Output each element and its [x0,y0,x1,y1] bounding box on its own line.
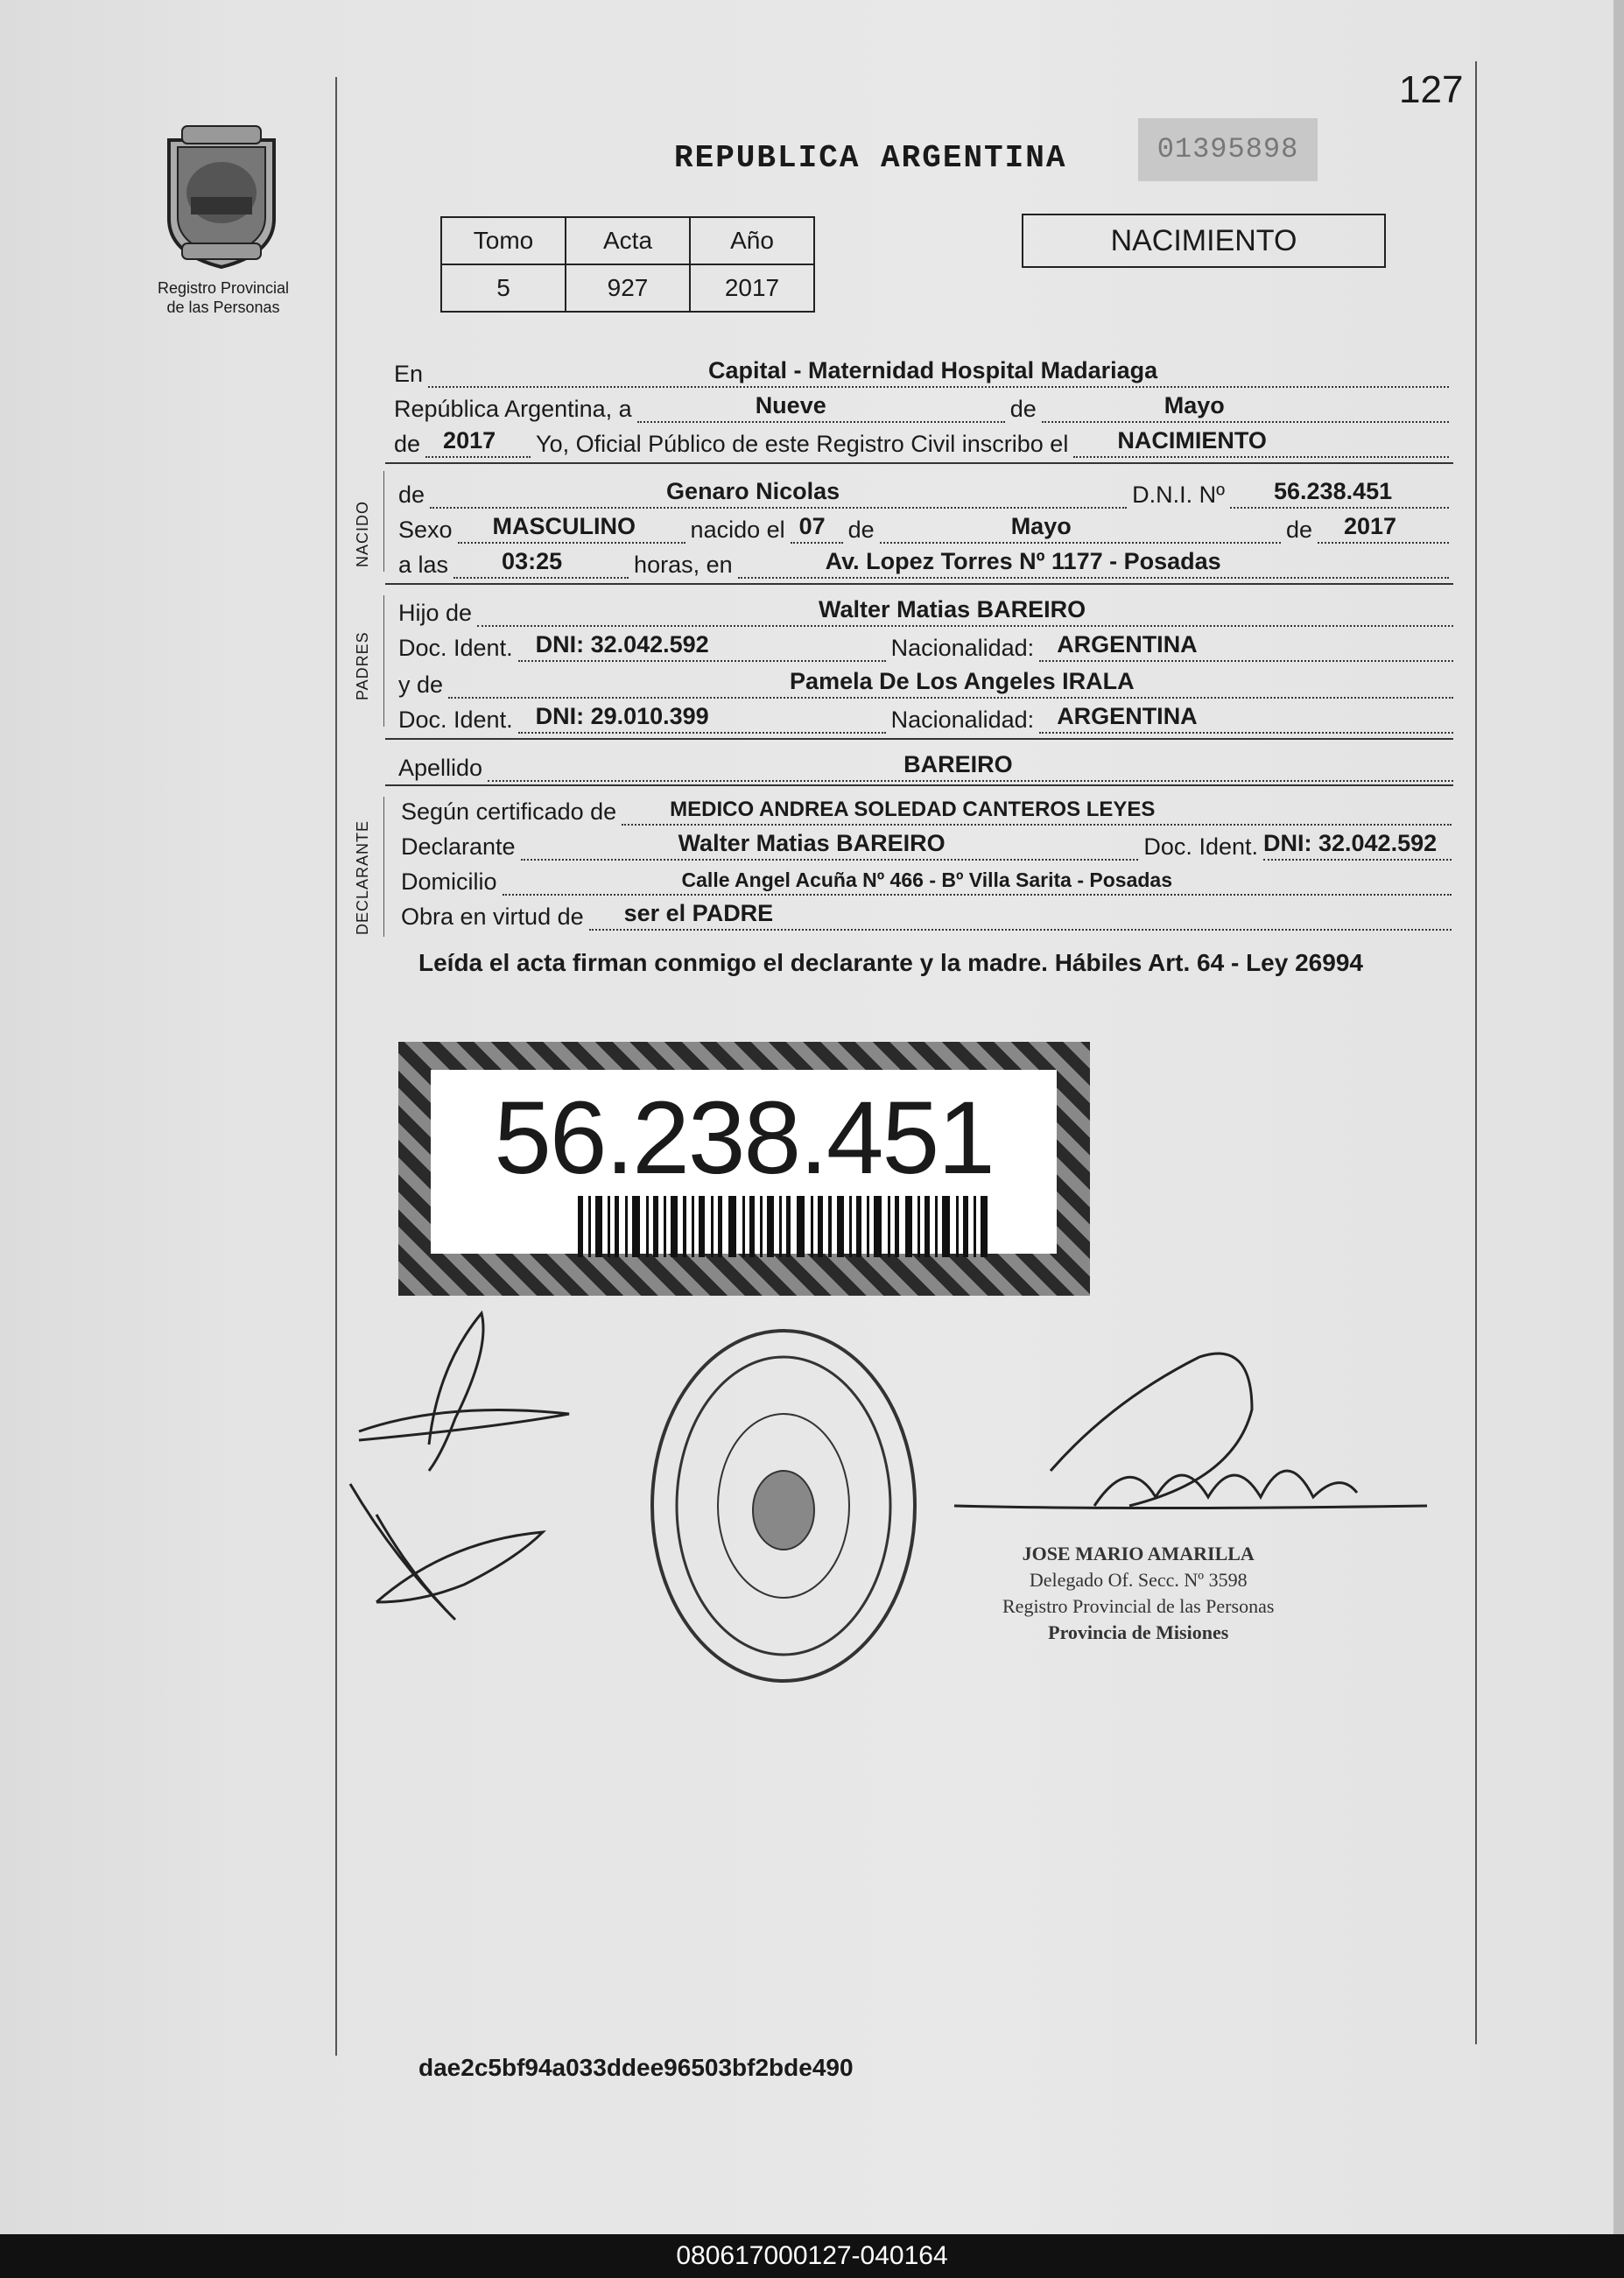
label-declarante: Declarante [401,833,516,860]
dni-sticker-label [431,1070,1057,1254]
row-date [394,392,1449,423]
fill-birth-day [791,513,843,544]
fill-father [477,596,1453,627]
fill-father-nat [1039,631,1453,662]
section-bracket-padres [383,595,384,727]
fill-birth-place [738,548,1449,579]
province-logo [156,123,287,271]
value-day: Nueve [755,392,826,418]
row-mother [398,668,1453,699]
footer-code: 080617000127-040164 [0,2234,1624,2278]
fill-obra [589,900,1452,931]
label-a-las: a las [398,552,449,578]
record-type-box: NACIMIENTO [1022,214,1386,268]
section-label-declarante: DECLARANTE [354,819,371,935]
fill-mother-nat [1039,703,1453,734]
label-horas: horas, en [634,552,733,578]
value-child-dni: 56.238.451 [1274,478,1393,504]
dni-sticker [398,1042,1090,1296]
value-birth-month: Mayo [1010,513,1072,539]
label-de: de [847,517,875,543]
fill-day [637,392,1005,423]
value-tomo: 5 [441,264,566,312]
label-sexo: Sexo [398,517,453,543]
separator [385,462,1453,464]
volume-table-header-row [441,217,814,264]
label-de2: de [394,431,421,457]
fill-place [428,357,1449,388]
official-province: Provincia de Misiones [1048,1621,1229,1643]
fill-inscribo [1073,427,1449,458]
label-en: En [394,361,424,387]
row-nacido-time [398,548,1449,579]
left-margin-line [335,77,337,2056]
value-mother-nationality: ARGENTINA [1057,703,1198,729]
official-signature-caption [1002,1541,1274,1646]
value-place: Capital - Maternidad Hospital Madariaga [708,357,1158,383]
row-apellido [398,751,1453,782]
label-republica: República Argentina, a [394,396,632,422]
section-label-nacido: NACIDO [354,500,371,567]
fill-declarante-doc [1263,830,1452,861]
fill-mother-doc [518,703,886,734]
fill-certificado [622,798,1452,826]
fill-domicilio [503,868,1452,896]
label-nacionalidad: Nacionalidad: [890,635,1035,661]
fill-birth-month [880,513,1281,544]
value-certificado: MEDICO ANDREA SOLEDAD CANTEROS LEYES [670,798,1156,821]
value-mother-doc: DNI: 29.010.399 [535,703,709,729]
fill-hour [453,548,629,579]
value-month: Mayo [1164,392,1225,418]
label-de: de [398,482,425,508]
value-mother-name: Pamela De Los Angeles IRALA [790,668,1135,694]
value-apellido: BAREIRO [903,751,1013,777]
document-hash: dae2c5bf94a033ddee96503bf2bde490 [418,2054,854,2081]
row-place [394,357,1449,388]
value-birth-place: Av. Lopez Torres Nº 1177 - Posadas [825,548,1221,574]
barcode [578,1196,989,1257]
label-dni: D.N.I. Nº [1132,482,1225,508]
value-domicilio: Calle Angel Acuña Nº 466 - Bº Villa Sarita - Posadas [681,868,1173,891]
value-child-name: Genaro Nicolas [666,478,840,504]
country-title: REPUBLICA ARGENTINA [674,140,1067,176]
section-label-padres: PADRES [354,631,371,700]
row-certificado [401,798,1452,826]
volume-table [440,216,815,313]
logo-caption-line-2: de las Personas [166,299,280,316]
value-birth-year: 2017 [1344,513,1397,539]
fill-month [1042,392,1449,423]
label-y-de: y de [398,671,444,698]
row-year [394,427,1449,458]
separator [385,583,1453,585]
row-nacido-name [398,478,1449,509]
left-signature [350,1313,569,1620]
signatures-and-stamp [341,1296,1462,1716]
serial-number: 01395898 [1138,118,1318,181]
official-role: Delegado Of. Secc. Nº 3598 [1029,1569,1248,1591]
value-father-name: Walter Matias BAREIRO [819,596,1086,622]
fill-dni [1230,478,1449,509]
label-de: de [1285,517,1312,543]
value-birth-day: 07 [798,513,826,539]
value-declarante: Walter Matias BAREIRO [678,830,946,856]
value-sexo: MASCULINO [492,513,636,539]
separator [385,738,1453,740]
value-acta: 927 [566,264,690,312]
section-bracket-nacido [383,471,384,572]
fill-sexo [458,513,685,544]
header-anio: Año [690,217,814,264]
label-doc: Doc. Ident. [398,707,513,733]
value-father-doc: DNI: 32.042.592 [535,631,709,657]
fill-declarante [521,830,1139,861]
page-number: 127 [1399,68,1464,111]
page-edge [1613,0,1624,2234]
row-father-doc [398,631,1453,662]
volume-table-value-row [441,264,814,312]
header-tomo: Tomo [441,217,566,264]
section-bracket-declarante [383,797,384,937]
fill-apellido [488,751,1453,782]
header-acta: Acta [566,217,690,264]
label-obra: Obra en virtud de [401,903,584,930]
right-margin-line [1475,61,1477,2044]
label-de: de [1009,396,1037,422]
value-declarante-doc: DNI: 32.042.592 [1263,830,1438,856]
value-obra: ser el PADRE [623,900,774,926]
label-doc: Doc. Ident. [1143,833,1258,860]
official-stamp [652,1331,915,1681]
value-inscribo: NACIMIENTO [1117,427,1267,453]
fill-birth-year [1318,513,1449,544]
row-obra [401,900,1452,931]
label-inscribo: Yo, Oficial Público de este Registro Civil inscribo el [536,431,1069,457]
fill-mother [448,668,1453,699]
logo-caption-line-1: Registro Provincial [157,279,290,297]
label-apellido: Apellido [398,755,483,781]
fill-year [425,427,531,458]
label-doc: Doc. Ident. [398,635,513,661]
value-year: 2017 [443,427,496,453]
fill-father-doc [518,631,886,662]
row-domicilio [401,868,1452,896]
label-certificado: Según certificado de [401,798,617,825]
value-anio: 2017 [690,264,814,312]
label-nacido-el: nacido el [690,517,785,543]
logo-caption [131,278,315,317]
label-nacionalidad: Nacionalidad: [890,707,1035,733]
value-birth-hour: 03:25 [502,548,563,574]
official-office: Registro Provincial de las Personas [1002,1595,1275,1617]
fill-name [430,478,1127,509]
label-hijo-de: Hijo de [398,600,473,626]
separator [385,784,1453,786]
row-father [398,596,1453,627]
row-nacido-sex [398,513,1449,544]
row-mother-doc [398,703,1453,734]
label-domicilio: Domicilio [401,868,497,895]
official-name: JOSE MARIO AMARILLA [1022,1543,1255,1564]
right-signature [954,1353,1427,1508]
closing-text: Leída el acta firman conmigo el declarante y la madre. Hábiles Art. 64 - Ley 26994 [418,949,1363,976]
dni-sticker-number: 56.238.451 [494,1080,994,1196]
value-father-nationality: ARGENTINA [1057,631,1198,657]
row-declarante [401,830,1452,861]
